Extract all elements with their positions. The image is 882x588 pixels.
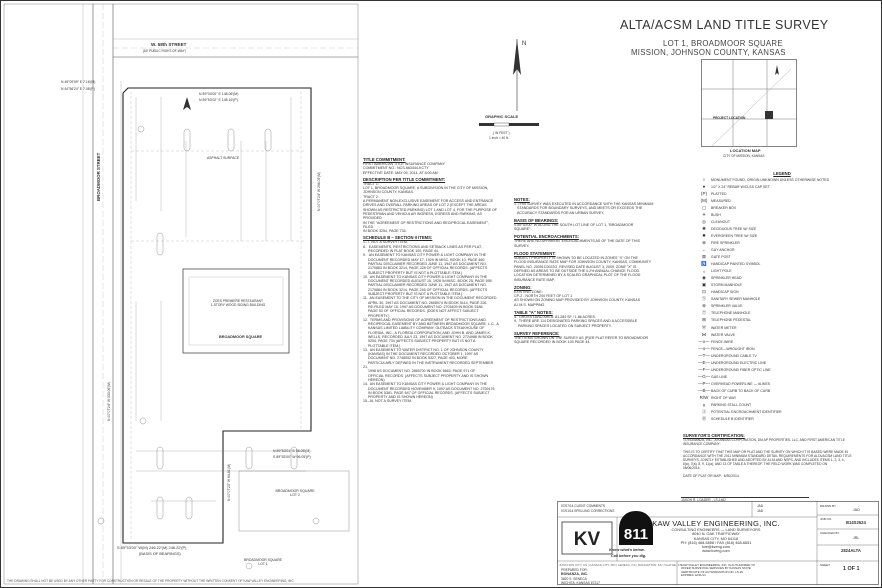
legend-symbol-icon: Ⓐ (701, 409, 707, 415)
street-label-broadmoor: BROADMOOR STREET (96, 152, 101, 201)
legend-symbol-icon: ▢ (701, 204, 707, 210)
client-city: WICHITA, KANSAS 67217 (561, 580, 600, 585)
legend-label: LIGHT POLE (711, 269, 732, 274)
legend-symbol-icon: (M) (700, 198, 708, 204)
legend-label: UNDERGROUND CABLE TV (711, 353, 757, 358)
graphic-scale-bar (477, 121, 541, 131)
svg-text:811: 811 (623, 526, 649, 543)
legend-item (697, 268, 867, 275)
legend-item (697, 359, 867, 366)
legend-label: GATE POST (711, 255, 731, 260)
job-number: B14S2624 (846, 520, 866, 525)
zoning-heading: ZONING: (514, 284, 532, 290)
bearing-basis-label: (BASIS OF BEARINGS) (139, 551, 181, 556)
north-arrow-letter: N (522, 41, 527, 47)
notes-text: 1. THIS SURVEY WAS EXECUTED IN ACCORDANCE WITH THE KANSAS MINIMUM STANDARDS FOR BOUNDARY SURVEYS, AND MEETS OR EXCEEDS THE ACCURACY STANDARDS FOR AN URBAN SURVEY. (514, 202, 654, 215)
legend-symbol-icon: —G— (697, 374, 711, 380)
legend-item (697, 345, 867, 352)
checked-by-label: CHECKED BY (820, 531, 840, 535)
certification-text: TO BONANZA, INC., A KANSAS CORPORATION, DM AP PROPERTIES, LLC, AND FIRST AMERICAN TITLE INSURANCE COMPANY: THIS IS TO CERTIFY THAT THIS MAP OR PLAT AND THE SURVEY ON WHICH IT IS BASED WERE MADE IN ACCORDANCE WITH THE 2011 MINIMUM STANDARD DETAIL REQUIREMENTS FOR ALTA/ACSM LAND TITLE SURVEYS, JOINTLY ESTABLISHED AND ADOPTED BY ALTA AND NSPS, AND INCLUDES ITEMS 1, 2, 3, 4, 6(a), 7(a), 8, 9, 11(a), AND 13 OF TABLE A THEREOF. THE FIELD WORK WAS COMPLETED ON 06/06/2014. (683, 438, 852, 470)
drawn-by-label: DRAWN BY (820, 504, 837, 508)
legend-item (697, 324, 867, 331)
project-location-label: PROJECT LOCATION (713, 116, 746, 120)
legend-item (697, 176, 867, 183)
legend-label: FENCE—WROUGHT IRON (711, 346, 755, 351)
legend-symbol-icon: (P) (701, 191, 707, 197)
certification-date: DATE OF PLAT OR MAP: 6/30/2014 (683, 474, 739, 478)
street-label-w58: W. 58th STREET (151, 42, 187, 47)
certification-section (683, 433, 873, 478)
legend-label: FIRE SPRINKLER (711, 240, 740, 245)
legend-label: SPRINKLER VALVE (711, 304, 743, 309)
site-plan-drawing (1, 1, 361, 588)
legend-item (697, 387, 867, 394)
label-restaurant: ZOES PREMIERE RESTAURANT 1-STORY WOOD SIDING BUILDING (210, 299, 266, 308)
revision-1-initials: JAD (757, 504, 764, 508)
legend-symbol-icon: ◎ (702, 218, 706, 224)
legend-label: RIGHT OF WAY (711, 395, 737, 400)
legend-section (697, 171, 867, 423)
kve-logo (561, 521, 613, 555)
legend-symbol-icon: Ⓣ (701, 310, 707, 316)
street-label-w58-sub: (60' PUBLIC RIGHT-OF-WAY) (143, 49, 186, 53)
prepared-for-label: PREPARED FOR: (561, 568, 588, 572)
legend-label: BACK OF CURB TO BACK OF CURB (711, 388, 771, 393)
legend-label: STORM MANHOLE (711, 283, 742, 288)
location-map (701, 59, 797, 147)
legend-label: GAS LINE (711, 374, 728, 379)
table-a-text: 4. GROSS LAND AREA: 81,284 SF / 1.86 ACRES. 9. THERE ARE 114 DESIGNATED PARKING SPACES AND 8 ACCESSIBLE PARKING SPACES LOCATED ON SUBJECT PROPERTY. (514, 315, 638, 328)
legend-symbol-icon: —P— (697, 381, 710, 387)
description-heading: DESCRIPTION PER TITLE COMMITMENT: (363, 176, 446, 182)
scale-unit: ( IN FEET ) (493, 131, 510, 135)
survey-reference-text: THE ITEMS SHOWN ON THE SURVEY AS (P)ER PLAT REFER TO BROADMOOR SQUARE RECORDED IN BOOK 100 PAGE 44. (514, 335, 649, 345)
legend-symbol-icon: Ⓑ (701, 416, 707, 422)
legend-item (697, 402, 867, 409)
legend-symbol-icon: ● (702, 184, 706, 190)
legend-symbol-icon: Ⓦ (701, 324, 707, 330)
legend-item (697, 275, 867, 282)
bearing-mid-measured: N 89°53'01" E 96.05'(M) (273, 449, 311, 453)
legend-label: WATER VALVE (711, 332, 735, 337)
legend-label: SPRINKLER HEAD (711, 276, 742, 281)
drawing-number: 2824ALTA (841, 548, 861, 553)
svg-text:KV: KV (573, 529, 601, 550)
label-lot1-bottom: BROADMOOR SQUARE LOT 1 (244, 558, 282, 567)
label-lot2: BROADMOOR SQUARE LOT 2 (275, 489, 315, 498)
legend-list (697, 176, 867, 423)
legend-symbol-icon: ◉ (702, 275, 706, 281)
legend-item (697, 232, 867, 239)
legend-item (697, 211, 867, 218)
legend-item (697, 317, 867, 324)
legend-item (697, 331, 867, 338)
legend-symbol-icon: R/W (699, 395, 709, 401)
description-text: TRACT 1: LOT 1, BROADMOOR SQUARE, A SUBDIVISION IN THE CITY OF MISSION, JOHNSON COUNTY, KANSAS. TRACT 2: A PERMANENT NON-EXCLUSIVE EASEMENT FOR ACCESS AND ENTRANCE DRIVES AND OVERALL PARKING AREAS OF LOT 2 (EXCEPT THE AREAS SHOWN AS RESTRICTED-PARKING) LOT 1 AND LOT 4, FOR THE PURPOSE OF PEDESTRIAN AND VEHICULAR INGRESS, EGRESS AND PARKING, AS PROVIDED IN THE "AGREEMENT OF RESTRICTIONS AND RECIPROCAL EASEMENT", FILED IN BOOK 3254, PAGE 734. (363, 181, 498, 234)
legend-item (697, 416, 867, 423)
location-map-subtitle: CITY OF MISSION, KANSAS (723, 154, 765, 158)
bearing-west: N 00°07'24" W 333.06'(M) (107, 381, 111, 421)
firm-address: 8040 N. OAK TRAFFICWAY (692, 532, 740, 537)
firm-subtitle: CONSULTING ENGINEERS — LAND SURVEYORS (671, 528, 761, 532)
legend-label: PARKING STALL COUNT (711, 403, 752, 408)
revision-2-initials: JAD (757, 509, 764, 513)
legend-symbol-icon: ⊕ (702, 239, 706, 245)
client-name: BONANZA, INC. (561, 572, 589, 577)
legend-symbol-icon: ▣ (701, 282, 707, 288)
legend-item (697, 246, 867, 253)
title-commitment-section (363, 157, 499, 404)
legend-label: 1/2" X 24" REBAR W/CLSS CAP SET (711, 184, 770, 189)
legend-label: SCHEDULE B IDENTIFIER (711, 417, 754, 422)
legend-label: TELEPHONE PEDESTAL (711, 318, 752, 323)
legend-item (697, 352, 867, 359)
call-811-line2: Call before you dig. (611, 554, 647, 558)
legend-item (697, 239, 867, 246)
firm-website: www.kveng.com (702, 549, 730, 554)
legend-item (697, 218, 867, 225)
job-label: JOB NO. (820, 517, 833, 521)
surveyor-name: JASON R. LOADER - LS-1462 (681, 498, 727, 502)
revision-2: 07/01/14 SPELLING CORRECTIONS (561, 509, 615, 513)
title-commitment-heading: TITLE COMMITMENT: (363, 157, 406, 162)
survey-reference-heading: SURVEY REFERENCE: (514, 330, 560, 336)
legend-symbol-icon: —x— (698, 339, 710, 345)
notes-section (514, 197, 674, 345)
survey-subtitle-location: MISSION, JOHNSON COUNTY, KANSAS (631, 48, 786, 57)
legend-label: HANDICAP PAINTED SYMBOL (711, 262, 761, 267)
legend-label: EVERGREEN TREE W/ SIZE (711, 233, 758, 238)
bearing-south: S 89°53'00" W(M) 246.22'(M) 246.22'(P) (117, 545, 187, 550)
legend-label: BREAKER BOX (711, 205, 737, 210)
checked-by-value: JRL (853, 536, 860, 540)
legend-symbol-icon: ⊠ (702, 254, 706, 260)
bearing-nw-measured: N 45°09'59" E 7.16'(M) (61, 80, 96, 84)
legend-item (697, 409, 867, 416)
survey-title: ALTA/ACSM LAND TITLE SURVEY (620, 18, 829, 32)
legend-symbol-icon: Ⓢ (701, 296, 707, 302)
bearing-mid-platted: S 89°53'00" W 96.05'(P) (273, 455, 311, 459)
graphic-scale-label: GRAPHIC SCALE (485, 114, 519, 119)
legend-symbol-icon: ♿ (701, 261, 707, 267)
legend-symbol-icon: ⊡ (702, 289, 706, 295)
legend-item (697, 289, 867, 296)
legend-item (697, 261, 867, 268)
encroachments-text: THERE ARE NO APPARENT ENCROACHMENTS AS OF THE DATE OF THIS SURVEY. (514, 239, 640, 248)
legend-item (697, 380, 867, 387)
bearing-nw-platted: N 44°56'24" E 7.08'(P) (61, 87, 95, 91)
legend-symbol-icon: ✹ (702, 232, 706, 238)
flood-text: SUBJECT PROPERTY IS SHOWN TO BE LOCATED IN ZONES "X" ON THE FLOOD INSURANCE RATE MAP FOR JOHNSON COUNTY, KANSAS, COMMUNITY PANEL NO. 20091C0022G, REVISED DATE AUGUST 3, 2009. ZONE "X" IS DEFINED AS AREAS TO BE OUTSIDE THE 0.2% ANNUAL CHANCE FLOOD. LOCATION DETERMINED BY A SCALED GRAPHICAL PLOT OF THE FLOOD INSURANCE RATE MAP. (514, 256, 652, 282)
certification-heading: SURVEYOR'S CERTIFICATION: (683, 433, 745, 438)
sheet-label: SHEET (820, 563, 831, 567)
zoning-text: EXISTING ZONE: CP-2 - NORTH 200 FEET OF LOT 1 AS SHOWN ON ZONING MAP PROVIDED BY JOHNSON COUNTY, KANSAS A.I.M.S. MAPPING. (514, 289, 641, 307)
legend-item (697, 338, 867, 345)
legend-label: PLATTED (711, 191, 727, 196)
call-811-logo (613, 509, 659, 571)
legend-label: MEASURED (711, 198, 731, 203)
legend-label: MONUMENT FOUND, ORIGIN UNKNOWN UNLESS OTHERWISE NOTED (711, 177, 830, 182)
legend-symbol-icon: —B— (697, 388, 710, 394)
legend-symbol-icon: ⊗ (702, 303, 706, 309)
legend-label: OVERHEAD POWERLINE — #LINES (711, 381, 771, 386)
bearing-north-platted: N 89°53'02" E 148.16'(P) (199, 98, 238, 102)
legend-symbol-icon: —o— (698, 346, 710, 352)
legend-symbol-icon: —T— (698, 353, 710, 359)
legend-symbol-icon: ← (701, 247, 707, 253)
client-address: 3820 S. SENECA (561, 576, 587, 581)
legend-item (697, 225, 867, 232)
firm-email: kve@kveng.com (701, 545, 731, 550)
schedule-b-heading: SCHEDULE B – SECTION II ITEMS: (363, 235, 433, 241)
legend-item (697, 204, 867, 211)
firm-name: KAW VALLEY ENGINEERING, INC. (652, 519, 780, 528)
legend-item (697, 366, 867, 373)
legend-label: CLEANOUT (711, 219, 731, 224)
firm-phone: PH: (816) 468-5858 / FAX (816) 468-6651 (680, 540, 752, 545)
legend-symbol-icon: # (702, 402, 706, 408)
legend-label: HANDICAP SIGN (711, 290, 739, 295)
legend-label: GUY ANCHOR (711, 247, 735, 252)
legend-symbol-icon: ⊞ (702, 317, 706, 323)
legend-item (697, 254, 867, 261)
encroachments-heading: POTENTIAL ENCROACHMENTS: (514, 234, 580, 240)
legend-symbol-icon: —E— (697, 360, 710, 366)
bearing-north-measured: N 89°04'00" E 148.06'(M) (199, 92, 239, 96)
legend-item (697, 183, 867, 190)
notes-heading: NOTES: (514, 197, 530, 202)
legend-symbol-icon: —F— (698, 367, 710, 373)
location-map-title: LOCATION MAP (730, 148, 761, 153)
legend-label: BUSH (711, 212, 721, 217)
legend-label: WATER METER (711, 325, 737, 330)
legend-item (697, 190, 867, 197)
bearing-southeast: N 00°07'23" W 64.81'(M) (227, 463, 231, 501)
legend-symbol-icon: ☼ (701, 268, 707, 274)
legend-heading: LEGEND (773, 171, 791, 176)
legend-label: POTENTIAL ENCROACHMENT IDENTIFIER (711, 410, 782, 415)
basis-text: S 89°53'00" W ALONG THE SOUTH LOT LINE OF LOT 1, "BROADMOOR SQUARE". (514, 222, 634, 232)
flood-heading: FLOOD STATEMENT: (514, 251, 556, 257)
legend-label: FENCE-WIRE (711, 339, 734, 344)
legend-item (697, 373, 867, 380)
legend-symbol-icon: ○ (702, 177, 706, 183)
bearing-east: N 00°07'24" W 294.05'(M) (317, 171, 321, 211)
legend-label: SANITARY SEWER MANHOLE (711, 297, 761, 302)
lot2-building (239, 471, 349, 531)
revision-1: 07/07/14 CLIENT COMMENTS (561, 504, 606, 508)
legend-label: TELEPHONE MANHOLE (711, 311, 751, 316)
north-arrow (497, 35, 537, 115)
legend-item (697, 394, 867, 401)
survey-subtitle-lot: LOT 1, BROADMOOR SQUARE (663, 39, 783, 48)
authorization-disclaimer: KAW VALLEY ENGINEERING, INC. IS AUTHORIZED TO OFFER SURVEYING SERVICES BY KANSAS STATE CERTIFICATE OF AUTHORIZATION NO. LS-20. EXPIRES 12/31/14 (681, 563, 756, 578)
legend-item (697, 303, 867, 310)
table-a-heading: TABLE "A" NOTES: (514, 310, 553, 316)
legend-item (697, 197, 867, 204)
firm-offices: JUNCTION CITY, KS | KANSAS CITY, MO | LENEXA, KS | MANHATTAN, KS | OLATHE, KS (559, 563, 682, 567)
north-arrow-small (183, 97, 191, 110)
call-811-line1: Know what's below. (609, 548, 645, 552)
legend-item (697, 296, 867, 303)
legend-label: UNDERGROUND FIBER OPTIC LINE (711, 367, 771, 372)
restaurant-building (183, 269, 289, 353)
legend-item (697, 282, 867, 289)
legend-item (697, 310, 867, 317)
title-commitment-text: FIRST AMERICAN TITLE INSURANCE COMPANY COMMITMENT NO.: NCS-663444-KCTY EFFECTIVE DATE: MAY 09, 2014, AT 8:00 AM (363, 162, 445, 175)
legend-symbol-icon: ✳ (702, 211, 706, 217)
scale-ratio: 1 inch = 40 ft. (489, 136, 509, 140)
footer-note: THE DRAWING SHALL NOT BE USED BY ANY OTHER PARTY FOR CONSTRUCTION OR RESALE OF THE PROPERTY WITHOUT THE WRITTEN CONSENT OF KAW VALLEY ENGINEERING, INC. (7, 579, 295, 583)
drawn-by-value: JAD (853, 508, 860, 512)
firm-city: KANSAS CITY, MO 64118 (693, 536, 739, 541)
legend-symbol-icon: ✺ (702, 225, 706, 231)
label-broadmoor-square: BROADMOOR SQUARE (219, 335, 263, 339)
schedule-b-text: 1.-7. NOT A SURVEY ITEM. 8. EASEMENTS, RESTRICTIONS AND SETBACK LINES AS PER PLAT, RECORDED IN PLAT BOOK 100, PAGE 44. 9. AN EASEMENT TO KANSAS CITY POWER & LIGHT COMPANY IN THE DOCUMENT RECORDED MAY 17, 1929 IN MISC. BOOK 10, PAGE 460. PARTIAL DISCLAIMER RECORDED JUNE 11, 1947 AS DOCUMENT NO. 2170863 IN BOOK 3214, PAGE 228 OF OFFICIAL RECORDS. (AFFECTS SUBJECT PROPERTY BUT IS NOT A PLOTTABLE ITEM.) 10. AN EASEMENT TO KANSAS CITY POWER & LIGHT COMPANY IN THE DOCUMENT RECORDED AUGUST 15, 1928 IN MISC. BOOK 25, PAGE 595. PARTIAL DISCLAIMER RECORDED JUNE 11, 1947 AS DOCUMENT NO. 2170864 IN BOOK 3214, PAGE 245 OF OFFICIAL RECORDS. (AFFECTS SUBJECT PROPERTY BUT IS NOT A PLOTTABLE ITEM.) 11. AN EASEMENT TO THE CITY OF MISSION IN THE DOCUMENT RECORDED APRIL 30, 1997 AS DOCUMENT NO. 2608974 IN BOOK 5114, PAGE 226. RE-FILED MAY 15, 1997 AS DOCUMENT NO. 2703409 IN BOOK 5186, PAGE 53 OF OFFICIAL RECORDS. (DOES NOT AFFECT SUBJECT PROPERTY.) 12. TERMS AND PROVISIONS OF AGREEMENT OF RESTRICTIONS AND RECIPROCAL EASEMENT BY AND BETWEEN BROADMOOR SQUARE, L.C., A KANSAS LIMITED LIABILITY COMPANY, OUTBACK STEAKHOUSE OF FLORIDA, INC., A FLORIDA CORPORATION, AND JOHN B. AND JAMES K. WELLS, RECORDED JULY 23, 1997 AS DOCUMENT NO. 2724986 IN BOOK 5254, PAGE 734 (AFFECTS SUBJECT PROPERTY BUT IS NOT A PLOTTABLE ITEM.) 13. AN EASEMENT TO WATER DISTRICT NO. 1 OF JOHNSON COUNTY (KANSAS) IN THE DOCUMENT RECORDED OCTOBER 1, 1997 AS DOCUMENT NO. 2748052 IN BOOK 5327, PAGE 403, MORE PARTICULARLY DEFINED IN THE INSTRUMENT RECORDED SEPTEMBER 21, 1998 AS DOCUMENT NO. 2865700 IN BOOK 5663, PAGE 971 OF OFFICIAL RECORDS. (AFFECTS SUBJECT PROPERTY AND IS SHOWN HEREON) 14. AN EASEMENT TO KANSAS CITY POWER & LIGHT COMPANY IN THE DOCUMENT RECORDED NOVEMBER 9, 1997 AS DOCUMENT NO. 2759176 IN BOOK 5361, PAGE 647 OF OFFICIAL RECORDS. (AFFECTS SUBJECT PROPERTY AND IS SHOWN HEREON) 15.-16. NOT A SURVEY ITEM. (363, 240, 499, 404)
legend-label: UNDERGROUND ELECTRIC LINE (711, 360, 767, 365)
legend-label: DECIDUOUS TREE W/ SIZE (711, 226, 757, 231)
label-asphalt: ASPHALT SURFACE (207, 156, 240, 160)
legend-symbol-icon: ⋈ (701, 331, 707, 337)
basis-heading: BASIS OF BEARINGS: (514, 217, 559, 223)
sheet-number: 1 OF 1 (843, 566, 860, 572)
